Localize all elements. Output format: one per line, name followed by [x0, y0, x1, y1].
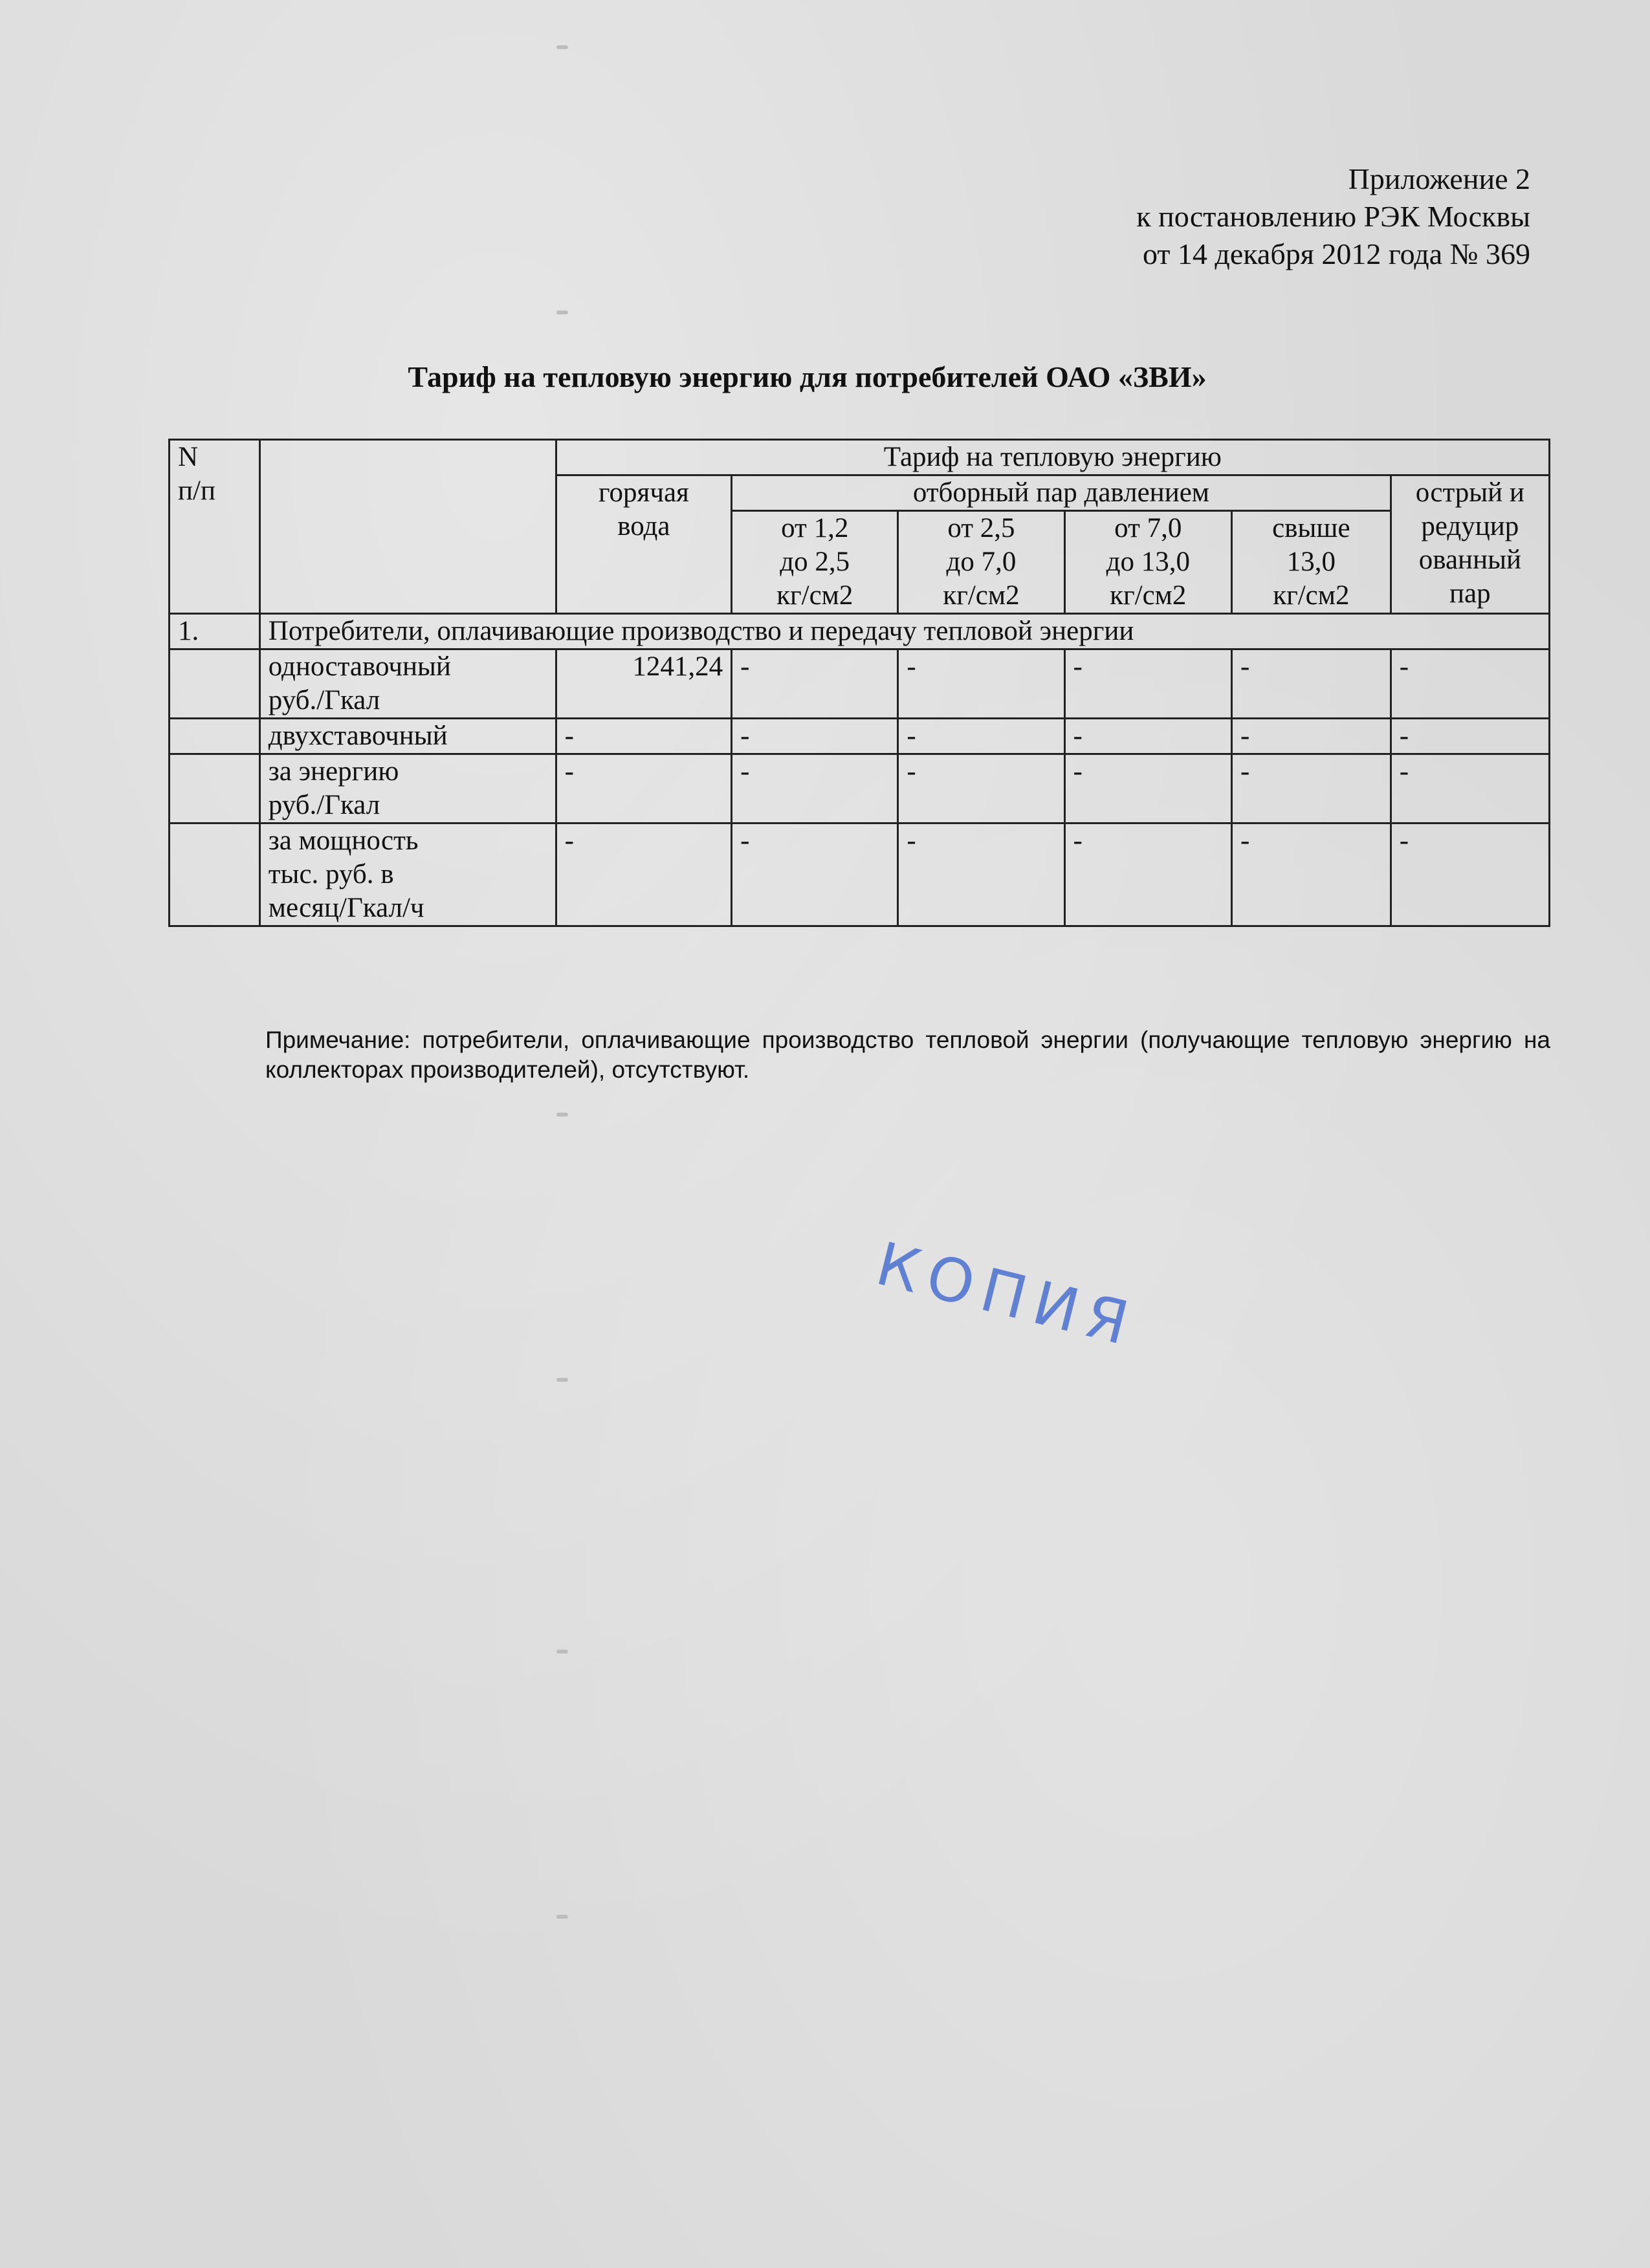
cell-pressure-1: -: [732, 719, 898, 754]
cell-pressure-2: -: [898, 649, 1064, 719]
cell-pressure-4: -: [1231, 719, 1391, 754]
cell-pressure-3: -: [1064, 649, 1231, 719]
punch-mark: [556, 311, 568, 314]
punch-mark: [556, 1113, 568, 1117]
cell-pressure-1: -: [732, 823, 898, 926]
row-label: двухставочный: [259, 719, 556, 754]
header-tariff-group: Тариф на тепловую энергию: [556, 440, 1549, 475]
cell-hot-water: -: [556, 754, 732, 823]
row-number: [170, 823, 260, 926]
cell-pressure-3: -: [1064, 719, 1231, 754]
section-label: Потребители, оплачивающие производство и передачу тепловой энергии: [259, 614, 1549, 649]
punch-mark: [556, 45, 568, 49]
header-sharp-steam: острый и редуцир ованный пар: [1391, 475, 1549, 614]
cell-hot-water: -: [556, 719, 732, 754]
table-row: [170, 649, 1550, 719]
table-header-row: [170, 440, 1550, 475]
cell-sharp-steam: -: [1391, 823, 1549, 926]
header-steam-group: отборный пар давлением: [732, 475, 1391, 511]
appendix-line: от 14 декабря 2012 года № 369: [1142, 237, 1530, 270]
cell-sharp-steam: -: [1391, 649, 1549, 719]
cell-pressure-1: -: [732, 754, 898, 823]
cell-pressure-3: -: [1064, 823, 1231, 926]
cell-sharp-steam: -: [1391, 719, 1549, 754]
table-row: [170, 754, 1550, 823]
cell-hot-water: 1241,24: [556, 649, 732, 719]
cell-pressure-2: -: [898, 823, 1064, 926]
section-number: 1.: [170, 614, 260, 649]
cell-sharp-steam: -: [1391, 754, 1549, 823]
appendix-line: Приложение 2: [1348, 162, 1530, 195]
cell-pressure-1: -: [732, 649, 898, 719]
table-note: Примечание: потребители, оплачивающие производство тепловой энергии (получающие тепловую энергию на коллекторах производителей), отсутствуют.: [265, 1027, 1550, 1083]
cell-hot-water: -: [556, 823, 732, 926]
header-pressure-3: от 7,0 до 13,0 кг/см2: [1064, 511, 1231, 614]
tariff-table: [168, 439, 1550, 927]
header-pressure-2: от 2,5 до 7,0 кг/см2: [898, 511, 1064, 614]
row-number: [170, 754, 260, 823]
header-empty: [259, 440, 556, 614]
row-label: одноставочный руб./Гкал: [259, 649, 556, 719]
table-row: [170, 823, 1550, 926]
header-pressure-4: свыше 13,0 кг/см2: [1231, 511, 1391, 614]
cell-pressure-4: -: [1231, 823, 1391, 926]
header-hot-water: горячая вода: [556, 475, 732, 614]
cell-pressure-4: -: [1231, 649, 1391, 719]
table-row: [170, 719, 1550, 754]
punch-mark: [556, 1915, 568, 1919]
copy-stamp: КОПИЯ: [870, 1229, 1144, 1360]
row-label: за мощность тыс. руб. в месяц/Гкал/ч: [259, 823, 556, 926]
document-title: Тариф на тепловую энергию для потребителей ОАО «ЗВИ»: [408, 360, 1207, 393]
cell-pressure-3: -: [1064, 754, 1231, 823]
cell-pressure-2: -: [898, 719, 1064, 754]
punch-mark: [556, 1378, 568, 1382]
row-label: за энергию руб./Гкал: [259, 754, 556, 823]
row-number: [170, 649, 260, 719]
appendix-line: к постановлению РЭК Москвы: [1136, 200, 1530, 233]
section-row: [170, 614, 1550, 649]
header-pressure-1: от 1,2 до 2,5 кг/см2: [732, 511, 898, 614]
appendix-reference: [948, 160, 1530, 273]
header-number: N п/п: [170, 440, 260, 614]
row-number: [170, 719, 260, 754]
cell-pressure-2: -: [898, 754, 1064, 823]
cell-pressure-4: -: [1231, 754, 1391, 823]
punch-mark: [556, 1650, 568, 1653]
